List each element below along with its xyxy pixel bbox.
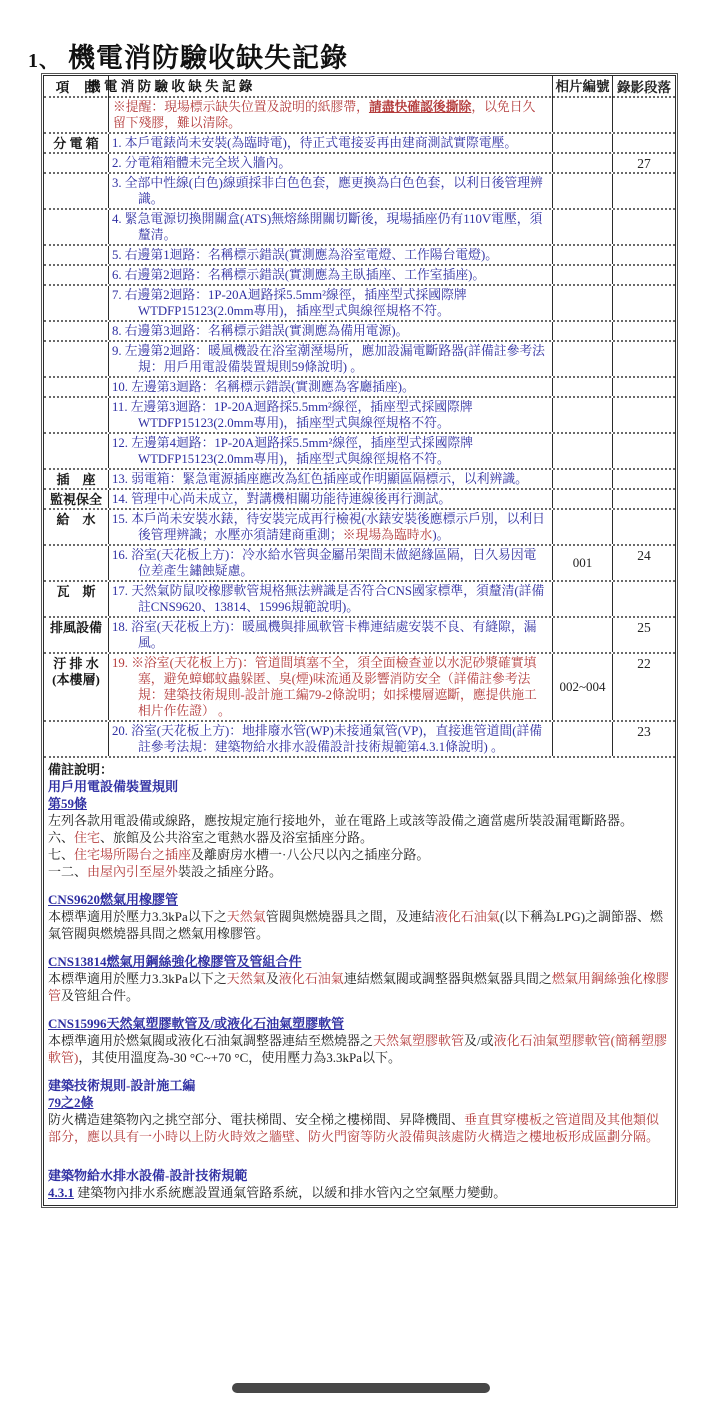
photo-number-cell: [552, 582, 612, 616]
text-segment: 本標準適用於燃氣閥或液化石油氣調整器連結至燃燒器之: [48, 1033, 374, 1048]
text-segment: 右邊第2迴路：1P-20A迴路採5.5mm²線徑，插座型式採國際牌WTDFP15123(2.0mm專用)，插座型式與線徑規格不符。: [124, 288, 467, 318]
note-line: [48, 1184, 671, 1201]
home-indicator[interactable]: [232, 1383, 490, 1393]
category-cell: [44, 582, 108, 616]
category-cell: [44, 134, 108, 152]
category-cell: [44, 286, 108, 320]
defect-row: [44, 210, 675, 246]
photo-number-cell: [552, 266, 612, 284]
photo-number-cell: [552, 722, 612, 756]
category-cell: [44, 210, 108, 244]
item-number: 9.: [112, 344, 125, 358]
video-segment-cell: [612, 174, 675, 208]
category-cell: [44, 266, 108, 284]
photo-number-cell: [552, 470, 612, 488]
item-number: 8.: [112, 324, 125, 338]
video-segment-cell: [612, 470, 675, 488]
note-line: [48, 795, 671, 812]
item-number: 10.: [112, 380, 132, 394]
text-segment: 管理中心尚未成立，對講機相關功能待連線後再行測試。: [131, 492, 452, 506]
item-number: 15.: [112, 512, 132, 526]
text-segment: 及: [265, 971, 279, 986]
video-segment-cell: 25: [612, 618, 675, 652]
note-spacer: [48, 1156, 671, 1167]
item-number: 1.: [112, 136, 125, 150]
text-segment: 六、: [48, 830, 75, 845]
text-segment: ※提醒：現場標示缺失位置及說明的紙膠帶，: [113, 100, 369, 114]
description-cell: [108, 582, 552, 616]
category-cell: [44, 510, 108, 544]
header-record: 機 電 消 防 驗 收 缺 失 記 錄: [108, 76, 552, 98]
photo-number-cell: [552, 342, 612, 376]
table-header-row: [44, 76, 675, 98]
description-cell: [108, 722, 552, 756]
note-line: [48, 953, 671, 970]
text-segment: 本標準適用於壓力3.3kPa以下之: [48, 971, 227, 986]
text-segment: 弱電箱：緊急電源插座應改為紅色插座或作明顯區隔標示，以利辨識。: [131, 472, 528, 486]
category-label: 排風設備: [49, 620, 102, 635]
note-line: [48, 1015, 671, 1032]
description-cell: [108, 286, 552, 320]
description-cell: [108, 266, 552, 284]
item-number: 7.: [112, 288, 125, 302]
video-segment-cell: [612, 98, 675, 132]
defect-row: [44, 286, 675, 322]
text-segment: 垂直貫穿樓板之管道間及其他類似部分，應以具有一小時以上防火時效之牆壁、防火門窗等防火設備與該處防火構造之樓地板形成區劃分隔。: [48, 1112, 660, 1144]
text-segment: 由屋內引至屋外: [87, 864, 179, 879]
description-cell: [108, 378, 552, 396]
note-line: [48, 970, 671, 1004]
category-label: 瓦 斯: [56, 584, 96, 599]
text-segment: 本戶尚未安裝水錶，待安裝完成再行檢視(水錶安裝後應標示戶別，以利日後管理辨識；水壓亦須請建商重測；: [131, 512, 545, 542]
text-segment: 請盡快確認後撕除: [368, 100, 472, 114]
category-cell: [44, 322, 108, 340]
text-segment: 浴室(天花板上方)：暖風機與排風軟管卡榫連結處安裝不良、有縫隙，漏風。: [131, 620, 537, 650]
photo-number-cell: [552, 378, 612, 396]
defect-row: [44, 470, 675, 490]
category-cell: [44, 98, 108, 132]
header-photo: 相片編號: [552, 76, 612, 98]
defect-row: [44, 618, 675, 654]
video-segment-cell: 27: [612, 154, 675, 172]
defect-row: [44, 154, 675, 174]
text-segment: 住宅場所陽台之插座: [74, 847, 192, 862]
category-cell: [44, 378, 108, 396]
header-video: 錄影段落: [612, 76, 675, 98]
text-segment: 4.3.1: [48, 1185, 74, 1200]
text-segment: 緊急電源切換開關盒(ATS)無熔絲開關切斷後，現場插座仍有110V電壓，須釐清。: [124, 212, 543, 242]
photo-number-cell: [552, 434, 612, 468]
category-label: 插 座: [56, 472, 96, 487]
text-segment: 建築技術規則-設計施工編: [48, 1078, 196, 1093]
category-cell: [44, 722, 108, 756]
note-line: [48, 863, 671, 880]
photo-number-cell: [552, 510, 612, 544]
note-spacer: [48, 1004, 671, 1015]
category-cell: [44, 434, 108, 468]
description-cell: [108, 98, 552, 132]
item-number: 16.: [112, 548, 132, 562]
item-number: 12.: [112, 436, 132, 450]
description-cell: [108, 322, 552, 340]
note-line: [48, 1032, 671, 1066]
photo-number-cell: 002~004: [552, 654, 612, 720]
photo-number-cell: [552, 134, 612, 152]
note-spacer: [48, 942, 671, 953]
video-segment-cell: [612, 510, 675, 544]
title-number: 1、: [28, 50, 60, 72]
text-segment: 用戶用電設備裝置規則: [48, 779, 179, 794]
note-line: [48, 1094, 671, 1111]
video-segment-cell: [612, 342, 675, 376]
defect-row: [44, 398, 675, 434]
defect-row: [44, 266, 675, 286]
photo-number-cell: [552, 618, 612, 652]
defect-row: [44, 378, 675, 398]
text-segment: 右邊第2迴路：名稱標示錯誤(實測應為主臥插座、工作室插座)。: [124, 268, 486, 282]
photo-number-cell: [552, 286, 612, 320]
notes-section: [44, 756, 675, 1205]
header-item: 項 目: [55, 80, 97, 95]
description-cell: [108, 490, 552, 508]
text-segment: 建築物內排水系統應設置通氣管路系統，以緩和排水管內之空氣壓力變動。: [74, 1185, 507, 1200]
text-segment: 一二、: [48, 864, 88, 879]
category-label: 分 電 箱: [53, 136, 99, 151]
video-segment-cell: [612, 378, 675, 396]
text-segment: 裝設之插座分路。: [178, 864, 283, 879]
note-line: [48, 1167, 671, 1184]
video-segment-cell: [612, 134, 675, 152]
category-cell: [44, 618, 108, 652]
category-cell: [44, 342, 108, 376]
category-cell: [44, 546, 108, 580]
title-text: 機電消防驗收缺失記錄: [68, 43, 348, 73]
description-cell: [108, 246, 552, 264]
text-segment: 天然氣: [226, 971, 266, 986]
text-segment: ，其使用溫度為-30 °C~+70 °C，使用壓力為3.3kPa以下。: [78, 1050, 402, 1065]
note-line: [48, 778, 671, 795]
photo-number-cell: [552, 398, 612, 432]
item-number: 17.: [112, 584, 132, 598]
category-cell: [44, 470, 108, 488]
description-cell: [108, 174, 552, 208]
video-segment-cell: [612, 266, 675, 284]
text-segment: 天然氣防鼠咬橡膠軟管規格無法辨識是否符合CNS國家標準，須釐清(詳備註CNS9620、13814、15996規範說明)。: [131, 584, 545, 614]
note-line: [48, 908, 671, 942]
note-line: [48, 812, 671, 829]
item-number: 20.: [112, 724, 132, 738]
text-segment: 住宅: [74, 830, 101, 845]
text-segment: 燃氣用鋼絲強化橡膠管: [48, 971, 669, 1003]
defect-row: [44, 98, 675, 134]
item-number: 19.: [112, 656, 132, 670]
text-segment: 天然氣: [226, 909, 266, 924]
video-segment-cell: [612, 210, 675, 244]
video-segment-cell: 23: [612, 722, 675, 756]
text-segment: 右邊第1迴路：名稱標示錯誤(實測應為浴室電燈、工作陽台電燈)。: [124, 248, 499, 262]
description-cell: [108, 654, 552, 720]
description-cell: [108, 546, 552, 580]
category-cell: [44, 490, 108, 508]
text-segment: 左邊第2迴路：暖風機設在浴室潮溼場所，應加設漏電斷路器(詳備註參考法規：用戶用電設備裝置規則59條說明) 。: [124, 344, 545, 374]
defect-row: [44, 342, 675, 378]
text-segment: 七、: [48, 847, 75, 862]
defect-row: [44, 546, 675, 582]
category-cell: [44, 398, 108, 432]
text-segment: 建築物給水排水設備-設計技術規範: [48, 1168, 248, 1183]
text-segment: 左邊第3迴路：名稱標示錯誤(實測應為客廳插座)。: [131, 380, 415, 394]
category-cell: [44, 654, 108, 720]
defect-row: [44, 246, 675, 266]
description-cell: [108, 342, 552, 376]
defect-row: [44, 582, 675, 618]
description-cell: [108, 134, 552, 152]
note-line: [48, 829, 671, 846]
category-label: 監視保全: [49, 492, 102, 507]
item-number: 6.: [112, 268, 125, 282]
description-cell: [108, 470, 552, 488]
text-segment: 右邊第3迴路：名稱標示錯誤(實測應為備用電源)。: [124, 324, 409, 338]
video-segment-cell: [612, 434, 675, 468]
defect-row: [44, 510, 675, 546]
text-segment: 液化石油氣: [434, 909, 500, 924]
photo-number-cell: [552, 210, 612, 244]
item-number: 3.: [112, 176, 125, 190]
note-spacer: [48, 880, 671, 891]
text-segment: 左邊第3迴路：1P-20A迴路採5.5mm²線徑，插座型式採國際牌WTDFP15123(2.0mm專用)，插座型式與線徑規格不符。: [130, 400, 473, 430]
note-line: [48, 891, 671, 908]
category-cell: [44, 246, 108, 264]
video-segment-cell: [612, 286, 675, 320]
text-segment: 液化石油氣: [278, 971, 344, 986]
defect-row: [44, 490, 675, 510]
defect-row: [44, 134, 675, 154]
note-line: [48, 1077, 671, 1094]
text-segment: 及離廚房水槽一·八公尺以內之插座分路。: [191, 847, 430, 862]
text-segment: (以下稱為LPG)之調節器、燃氣管閥與燃燒器具間之燃氣用橡膠管。: [48, 909, 664, 941]
category-cell: [44, 154, 108, 172]
video-segment-cell: [612, 398, 675, 432]
text-segment: 本標準適用於壓力3.3kPa以下之: [48, 909, 227, 924]
defect-table: [43, 75, 676, 1206]
text-segment: 左邊第4迴路：1P-20A迴路採5.5mm²線徑，插座型式採國際牌WTDFP15123(2.0mm專用)，插座型式與線徑規格不符。: [131, 436, 474, 466]
text-segment: 液化石油氣塑膠軟管(簡稱塑膠軟管): [48, 1033, 667, 1065]
photo-number-cell: [552, 322, 612, 340]
photo-number-cell: [552, 154, 612, 172]
table-body: [44, 98, 675, 756]
category-label: 給 水: [56, 512, 96, 527]
defect-row: [44, 322, 675, 342]
item-number: 11.: [112, 400, 131, 414]
video-segment-cell: [612, 322, 675, 340]
item-number: 18.: [112, 620, 132, 634]
text-segment: 第59條: [48, 796, 88, 811]
category-label: (本樓層): [52, 672, 100, 687]
defect-row: [44, 722, 675, 756]
photo-number-cell: 001: [552, 546, 612, 580]
description-cell: [108, 154, 552, 172]
note-spacer: [48, 1066, 671, 1077]
photo-number-cell: [552, 174, 612, 208]
defect-row: [44, 434, 675, 470]
text-segment: 、旅館及公共浴室之電熱水器及浴室插座分路。: [100, 830, 374, 845]
text-segment: CNS13814燃氣用鋼絲強化橡膠管及管組合件: [48, 954, 302, 969]
video-segment-cell: 24: [612, 546, 675, 580]
text-segment: 浴室(天花板上方)：冷水給水管與金屬吊架間未做絕緣區隔，日久易因電位差產生鏽蝕疑慮。: [131, 548, 537, 578]
defect-row: [44, 654, 675, 722]
description-cell: [108, 210, 552, 244]
video-segment-cell: 22: [612, 654, 675, 720]
item-number: 13.: [112, 472, 132, 486]
video-segment-cell: [612, 490, 675, 508]
defect-row: [44, 174, 675, 210]
text-segment: 左列各款用電設備或線路，應按規定施行接地外，並在電路上或該等設備之適當處所裝設漏電斷路器。: [48, 813, 634, 828]
text-segment: CNS9620燃氣用橡膠管: [48, 892, 179, 907]
photo-number-cell: [552, 98, 612, 132]
text-segment: ，以免日久留下殘膠，難以清除。: [113, 100, 536, 130]
text-segment: 管閥與燃燒器具之間，及連結: [265, 909, 435, 924]
text-segment: 分電箱箱體未完全崁入牆內。: [124, 156, 292, 170]
text-segment: 天然氣塑膠軟管: [373, 1033, 465, 1048]
text-segment: )。: [432, 528, 450, 542]
text-segment: 防火構造建築物內之挑空部分、電扶梯間、安全梯之樓梯間、昇降機間、: [48, 1112, 465, 1127]
text-segment: 本戶電錶尚未安裝(為臨時電)，待正式電接妥再由建商測試實際電壓。: [124, 136, 518, 150]
text-segment: 79之2條: [48, 1095, 94, 1110]
note-line: [48, 846, 671, 863]
video-segment-cell: [612, 246, 675, 264]
note-line: [48, 1111, 671, 1145]
description-cell: [108, 398, 552, 432]
text-segment: 浴室(天花板上方)：地排廢水管(WP)未接通氣管(VP)，直接進管道間(詳備註參考法規：建築物給水排水設備設計技術規範第4.3.1條說明) 。: [131, 724, 543, 754]
page-title: [28, 36, 348, 75]
description-cell: [108, 434, 552, 468]
text-segment: 全部中性線(白色)線頭採非白色色套，應更換為白色色套，以利日後管理辨識。: [124, 176, 543, 206]
text-segment: 備註說明：: [48, 762, 114, 777]
text-segment: CNS15996天然氣塑膠軟管及/或液化石油氣塑膠軟管: [48, 1016, 345, 1031]
description-cell: [108, 618, 552, 652]
item-number: 14.: [112, 492, 132, 506]
item-number: 5.: [112, 248, 125, 262]
text-segment: ※浴室(天花板上方)：管道間填塞不全，須全面檢查並以水泥砂漿確實填塞，避免蟑螂蚊蟲躲匿、臭(煙)味流通及影響消防安全（詳備註參考法規：建築技術規則-設計施工編79-2條說明；如採樓層遮斷，應提供施工相片作佐證） 。: [131, 656, 537, 718]
text-segment: 及管組合件。: [61, 988, 140, 1003]
note-line: [48, 761, 671, 778]
text-segment: 及/或: [464, 1033, 494, 1048]
category-label: 汙 排 水: [53, 656, 99, 671]
photo-number-cell: [552, 246, 612, 264]
text-segment: 連結燃氣閥或調整器與燃氣器具間之: [343, 971, 552, 986]
item-number: 2.: [112, 156, 125, 170]
note-spacer: [48, 1145, 671, 1156]
item-number: 4.: [112, 212, 125, 226]
video-segment-cell: [612, 582, 675, 616]
description-cell: [108, 510, 552, 544]
category-cell: [44, 174, 108, 208]
photo-number-cell: [552, 490, 612, 508]
text-segment: ※現場為臨時水: [342, 528, 433, 542]
